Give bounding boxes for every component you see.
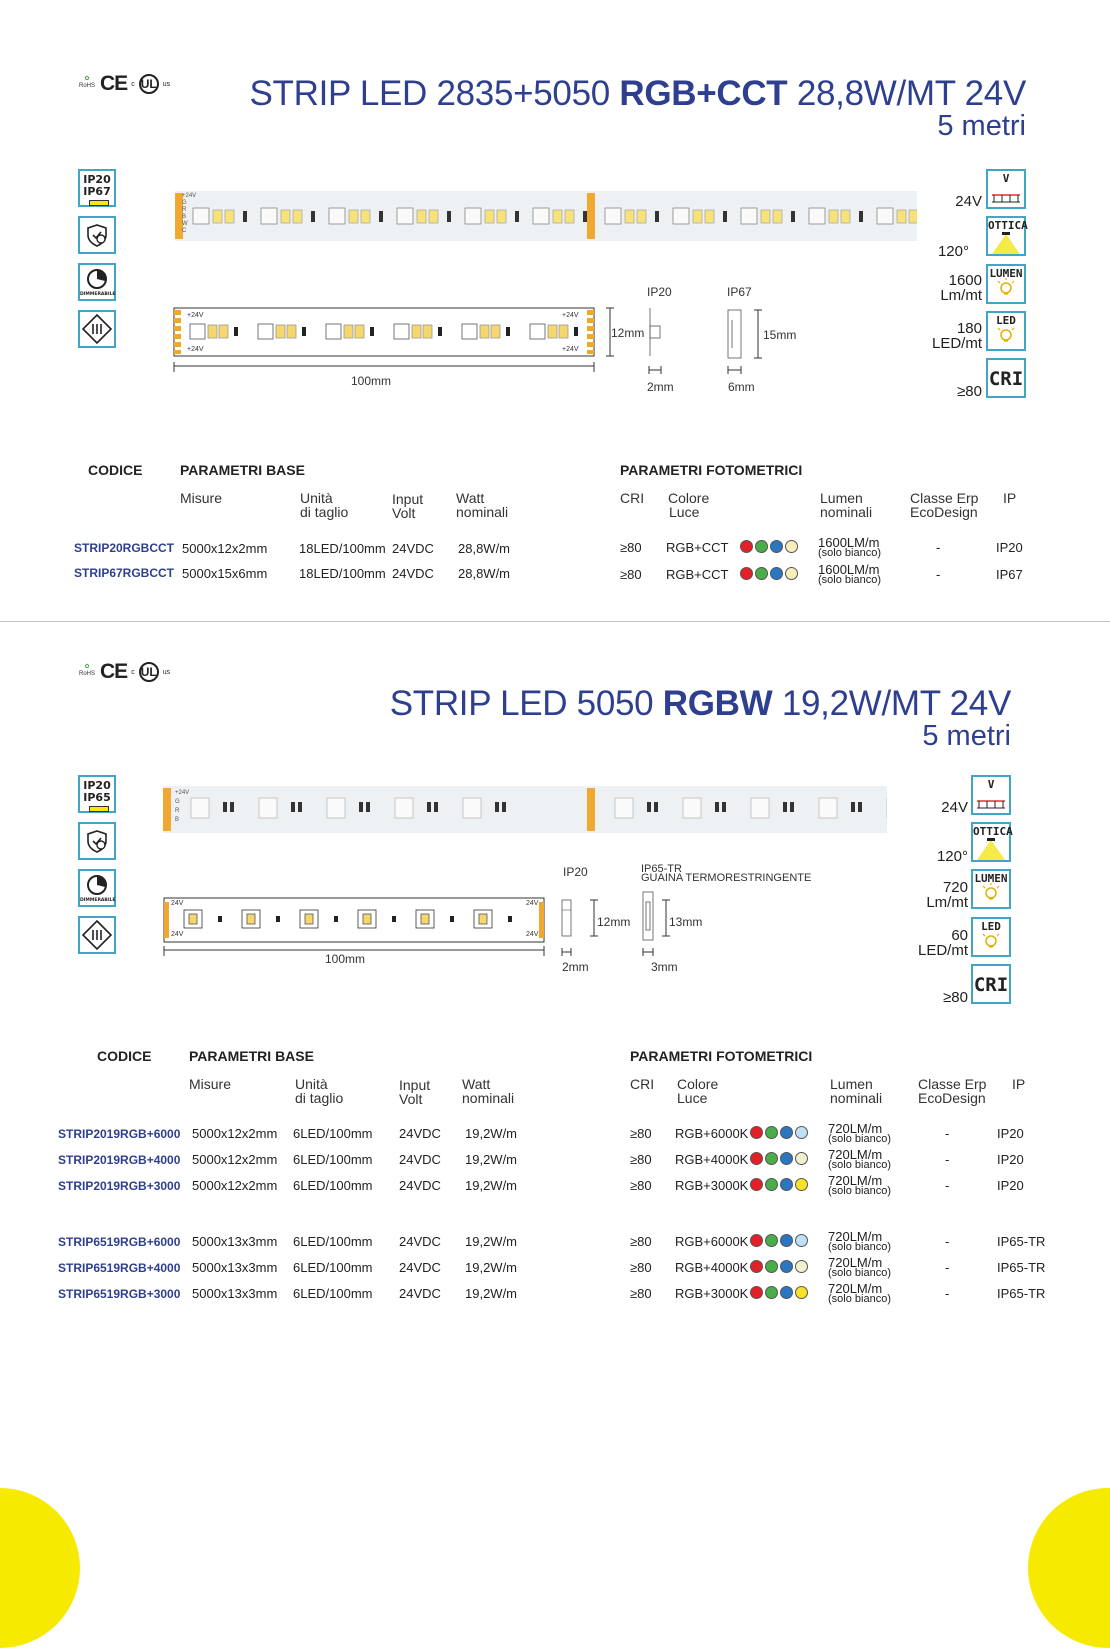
led-chip	[213, 210, 222, 223]
led-chip	[605, 208, 621, 224]
led-chip	[858, 802, 862, 812]
led-chip	[349, 210, 358, 223]
rohs-icon: ✿ RoHS	[78, 664, 95, 677]
led-chip	[741, 208, 757, 224]
led-chip	[897, 210, 906, 223]
led-chip	[190, 324, 205, 339]
led-chip	[417, 210, 426, 223]
color-dots	[750, 1178, 808, 1191]
strip-photo	[175, 191, 917, 241]
led-chip	[548, 325, 557, 338]
led-chip	[463, 798, 481, 818]
led-chip	[225, 210, 234, 223]
led-chip	[434, 802, 438, 812]
led-chip	[287, 325, 296, 338]
dimmable-icon: DIMMERABILE	[78, 263, 116, 301]
led-chip	[485, 210, 494, 223]
led-chip	[819, 798, 837, 818]
led-chip	[412, 325, 421, 338]
led-chip	[587, 193, 595, 239]
led-chip	[394, 324, 409, 339]
length-dimension: 100mm	[351, 374, 392, 388]
led-chip	[305, 914, 313, 924]
led-chip	[258, 324, 273, 339]
led-chip	[363, 914, 371, 924]
led-chip	[344, 325, 353, 338]
led-chip	[329, 208, 345, 224]
height-dimension: 12mm	[611, 326, 645, 340]
color-dots	[750, 1286, 808, 1299]
led-chip	[491, 325, 500, 338]
led-chip	[326, 324, 341, 339]
led-chip	[809, 208, 825, 224]
class-iii-icon	[78, 310, 116, 348]
led-chip	[361, 210, 370, 223]
spec-led-count: 180 LED/mt	[931, 320, 982, 352]
class-iii-icon	[78, 916, 116, 954]
strip-labels: +24V G R B	[175, 790, 190, 823]
page-subtitle: 5 metri	[937, 110, 1026, 142]
spec-lumen: 720 Lm/mt	[926, 879, 968, 911]
optics-icon: OTTICA	[986, 216, 1026, 256]
led-chip	[298, 802, 302, 812]
color-dots	[750, 1152, 808, 1165]
led-chip	[243, 211, 247, 222]
led-chip	[465, 208, 481, 224]
led-chip	[654, 802, 658, 812]
led-chip	[479, 914, 487, 924]
led-chip	[565, 210, 574, 223]
page-title: STRIP LED 2835+5050 RGB+CCT 28,8W/MT 24V	[249, 74, 1026, 113]
led-chip	[438, 327, 442, 336]
led-chip	[859, 211, 863, 222]
cri-icon: CRI	[986, 358, 1026, 398]
led-chip	[189, 914, 197, 924]
led-chip	[334, 916, 338, 922]
decorative-corner-left	[0, 1488, 80, 1648]
ip-rating-icon: IP20 IP65	[78, 775, 116, 813]
strip-photo-leds	[175, 191, 917, 241]
led-chip	[247, 914, 255, 924]
led-chip	[429, 210, 438, 223]
led-chip	[234, 327, 238, 336]
led-chip	[559, 325, 568, 338]
rohs-icon: ✿ RoHS	[78, 76, 95, 89]
led-chip	[615, 798, 633, 818]
ce-mark: CE	[100, 660, 128, 683]
spec-angle: 120°	[936, 848, 968, 865]
led-chip	[705, 210, 714, 223]
strip-photo-leds	[163, 786, 887, 833]
led-chip	[790, 802, 794, 812]
led-chip	[370, 327, 374, 336]
led-chip	[673, 208, 689, 224]
led-chip	[218, 916, 222, 922]
led-chip	[423, 325, 432, 338]
spec-led-count: 60 LED/mt	[917, 927, 968, 959]
led-chip	[421, 914, 429, 924]
spec-cri: ≥80	[957, 383, 982, 400]
led-chip	[219, 325, 228, 338]
led-chip	[392, 916, 396, 922]
voltage-icon: V	[986, 169, 1026, 209]
shield-gear-icon	[78, 822, 116, 860]
led-chip	[497, 210, 506, 223]
led-chip	[683, 798, 701, 818]
led-chip	[291, 802, 295, 812]
decorative-corner-right	[1028, 1488, 1110, 1648]
page-subtitle: 5 metri	[922, 720, 1011, 752]
color-dots	[750, 1260, 808, 1273]
led-chip	[223, 802, 227, 812]
led-chip	[447, 211, 451, 222]
color-dots	[740, 567, 798, 580]
led-chip	[261, 208, 277, 224]
strip-photo	[163, 786, 887, 833]
certification-logos: ✿ RoHS CE c UL us	[78, 72, 171, 95]
led-chip	[693, 210, 702, 223]
led-chip	[508, 916, 512, 922]
lumen-icon: LUMEN	[971, 869, 1011, 909]
led-chip	[302, 327, 306, 336]
led-chip	[450, 916, 454, 922]
led-chip	[723, 211, 727, 222]
led-chip	[462, 324, 477, 339]
led-chip	[311, 211, 315, 222]
led-chip	[395, 798, 413, 818]
color-dots	[750, 1126, 808, 1139]
led-chip	[583, 211, 587, 222]
spec-angle: 120°	[937, 243, 969, 260]
shield-gear-icon	[78, 216, 116, 254]
spec-voltage: 24V	[941, 799, 968, 816]
led-chip	[829, 210, 838, 223]
led-chip	[191, 798, 209, 818]
led-chip	[647, 802, 651, 812]
led-chip	[506, 327, 510, 336]
page-title: STRIP LED 5050 RGBW 19,2W/MT 24V	[389, 684, 1011, 723]
led-chip	[574, 327, 578, 336]
led-chip	[909, 210, 917, 223]
led-chip	[359, 802, 363, 812]
led-chip	[877, 208, 893, 224]
led-chip	[655, 211, 659, 222]
cri-icon: CRI	[971, 964, 1011, 1004]
led-chip	[587, 788, 595, 831]
led-chip	[533, 208, 549, 224]
optics-icon: OTTICA	[971, 822, 1011, 862]
ul-mark: UL	[139, 662, 159, 682]
voltage-icon: V	[971, 775, 1011, 815]
spec-lumen: 1600 Lm/mt	[940, 272, 982, 304]
spec-voltage: 24V	[955, 193, 982, 210]
led-chip	[722, 802, 726, 812]
led-chip	[841, 210, 850, 223]
led-chip	[480, 325, 489, 338]
led-chip	[715, 802, 719, 812]
length-dimension: 100mm	[325, 952, 366, 966]
led-chip	[327, 798, 345, 818]
certification-logos: ✿ RoHS CE c UL us	[78, 660, 171, 683]
led-chip	[259, 798, 277, 818]
led-icon: LED	[986, 311, 1026, 351]
led-icon: LED	[971, 917, 1011, 957]
led-chip	[751, 798, 769, 818]
led-chip	[230, 802, 234, 812]
led-chip	[502, 802, 506, 812]
led-chip	[851, 802, 855, 812]
strip-drawing	[170, 300, 630, 390]
spec-cri: ≥80	[943, 989, 968, 1006]
led-chip	[495, 802, 499, 812]
led-chip	[163, 788, 171, 831]
ul-mark: UL	[139, 74, 159, 94]
led-chip	[791, 211, 795, 222]
led-chip	[293, 210, 302, 223]
dimmable-icon: DIMMERABILE	[78, 869, 116, 907]
strip-labels: +24V G R B W C	[182, 193, 197, 234]
led-chip	[397, 208, 413, 224]
led-chip	[281, 210, 290, 223]
led-chip	[530, 324, 545, 339]
ce-mark: CE	[100, 72, 128, 95]
section-divider	[0, 621, 1110, 622]
led-chip	[783, 802, 787, 812]
led-chip	[625, 210, 634, 223]
led-chip	[355, 325, 364, 338]
led-chip	[379, 211, 383, 222]
led-chip	[276, 916, 280, 922]
color-dots	[740, 540, 798, 553]
led-chip	[773, 210, 782, 223]
lumen-icon: LUMEN	[986, 264, 1026, 304]
led-chip	[553, 210, 562, 223]
led-chip	[515, 211, 519, 222]
led-chip	[208, 325, 217, 338]
led-chip	[427, 802, 431, 812]
ip-rating-icon: IP20 IP67	[78, 169, 116, 207]
led-chip	[366, 802, 370, 812]
color-dots	[750, 1234, 808, 1247]
led-chip	[276, 325, 285, 338]
led-chip	[637, 210, 646, 223]
led-chip	[761, 210, 770, 223]
